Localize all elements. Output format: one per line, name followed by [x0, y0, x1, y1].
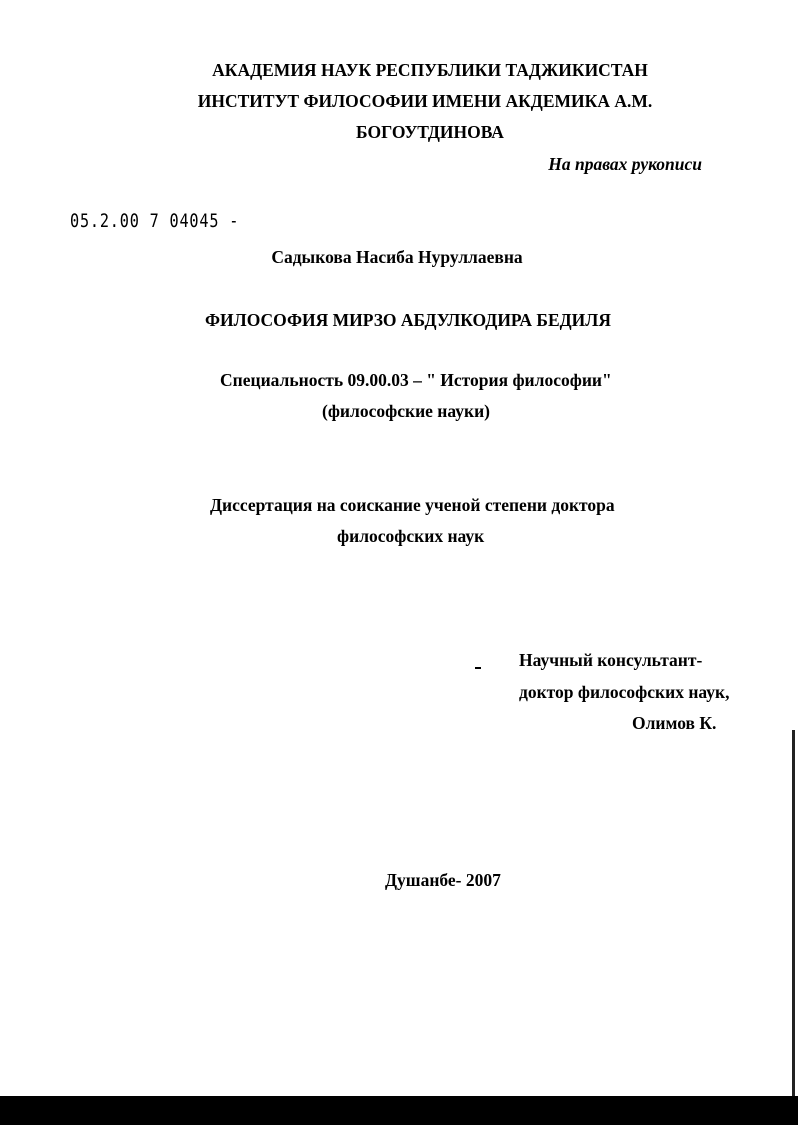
library-stamp-number: 05.2.00 7 04045 -	[70, 210, 240, 232]
consultant-line-1: Научный консультант-	[519, 650, 703, 670]
header-line-3: БОГОУТДИНОВА	[356, 122, 504, 142]
specialty-line-1: Специальность 09.00.03 – " История философии"	[220, 370, 612, 390]
place-year: Душанбе- 2007	[385, 870, 501, 890]
dissertation-line-1: Диссертация на соискание ученой степени доктора	[210, 495, 615, 515]
rights-note: На правах рукописи	[548, 154, 702, 174]
header-line-1: АКАДЕМИЯ НАУК РЕСПУБЛИКИ ТАДЖИКИСТАН	[212, 60, 648, 80]
author-name: Садыкова Насиба Нуруллаевна	[271, 247, 523, 267]
consultant-name: Олимов К.	[632, 713, 717, 733]
specialty-line-2: (философские науки)	[322, 401, 490, 421]
scan-edge-line	[792, 730, 795, 1100]
consultant-line-2: доктор философских наук,	[519, 682, 730, 702]
dissertation-line-2: философских наук	[337, 526, 485, 546]
header-line-2: ИНСТИТУТ ФИЛОСОФИИ ИМЕНИ АКДЕМИКА А.М.	[197, 91, 653, 111]
dissertation-title: ФИЛОСОФИЯ МИРЗО АБДУЛКОДИРА БЕДИЛЯ	[205, 310, 611, 330]
scan-mark	[475, 667, 481, 669]
scan-bottom-band	[0, 1096, 798, 1125]
